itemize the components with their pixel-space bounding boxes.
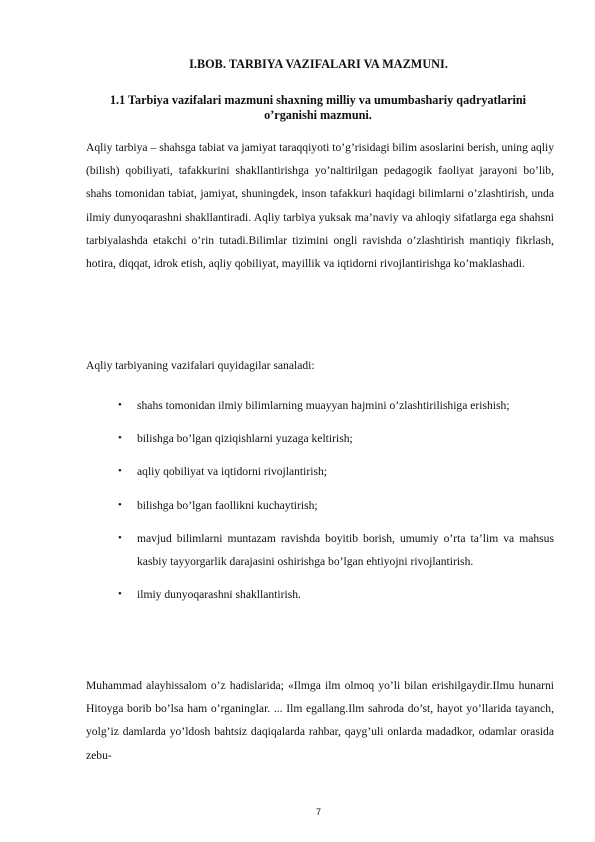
list-item: • mavjud bilimlarni muntazam ravishda boyitib borish, umumiy o’rta ta’lim va mahsus kasbiy tayyorgarlik darajasini oshirishga bo’lgan ehtiyojni rivojlantirish.	[118, 527, 554, 573]
list-item: • shahs tomonidan ilmiy bilimlarning muayyan hajmini o’zlashtirilishiga erishish;	[118, 394, 554, 417]
list-item: • bilishga bo’lgan qiziqishlarni yuzaga keltirish;	[118, 427, 554, 450]
list-item: • bilishga bo’lgan faollikni kuchaytirish;	[118, 494, 554, 517]
chapter-title: I.BOB. TARBIYA VAZIFALARI VA MAZMUNI.	[189, 57, 448, 71]
list-item: • ilmiy dunyoqarashni shakllantirish.	[118, 583, 554, 606]
list-intro-paragraph: Aqliy tarbiyaning vazifalari quyidagilar sanaladi:	[86, 359, 315, 372]
list-item: • aqliy qobiliyat va iqtidorni rivojlantirish;	[118, 460, 554, 483]
tasks-list	[118, 394, 554, 606]
intro-paragraph: Aqliy tarbiya – shahsga tabiat va jamiyat taraqqiyoti to’g’risidagi bilim asoslarini berish, uning aqliy (bilish) qobiliyati, tafakkurini shakllantirishga yo’naltirilgan pedagogik faoliyat jarayoni bo’lib, shahs tomonidan tabiat, jamiyat, shuningdek, inson tafakkuri haqidagi bilimlarni o’zlashtirish, unda ilmiy dunyoqarashni shakllantiradi. Aqliy tarbiya yuksak ma’naviy va ahloqiy sifatlarga ega shahsni tarbiyalashda etakchi o’rin tutadi.Bilimlar tizimini ongli ravishda o’zlashtirish mantiqiy fikrlash, hotira, diqqat, idrok etish, aqliy qobiliyat, mayillik va iqtidorni rivojlantirishga ko’maklashadi.	[86, 141, 554, 271]
page-number: 7	[315, 807, 321, 817]
closing-paragraph: Muhammad alayhissalom o’z hadislarida; «Ilmga ilm olmoq yo’li bilan erishilgaydir.Ilmu hunarni Hitoyga borib bo’lsa ham o’rganinglar. ... Ilm egallang.Ilm sahroda do’st, hayot yo’llarida tayanch, yolg’iz damlarda yo’ldosh bahtsiz daqiqalarda rahbar, qayg’uli onlarda madadkor, odamlar orasida zebu-	[86, 679, 554, 762]
section-title: 1.1 Tarbiya vazifalari mazmuni shaxning milliy va umumbashariy qadryatlarini o’rganishi mazmuni.	[109, 93, 527, 122]
